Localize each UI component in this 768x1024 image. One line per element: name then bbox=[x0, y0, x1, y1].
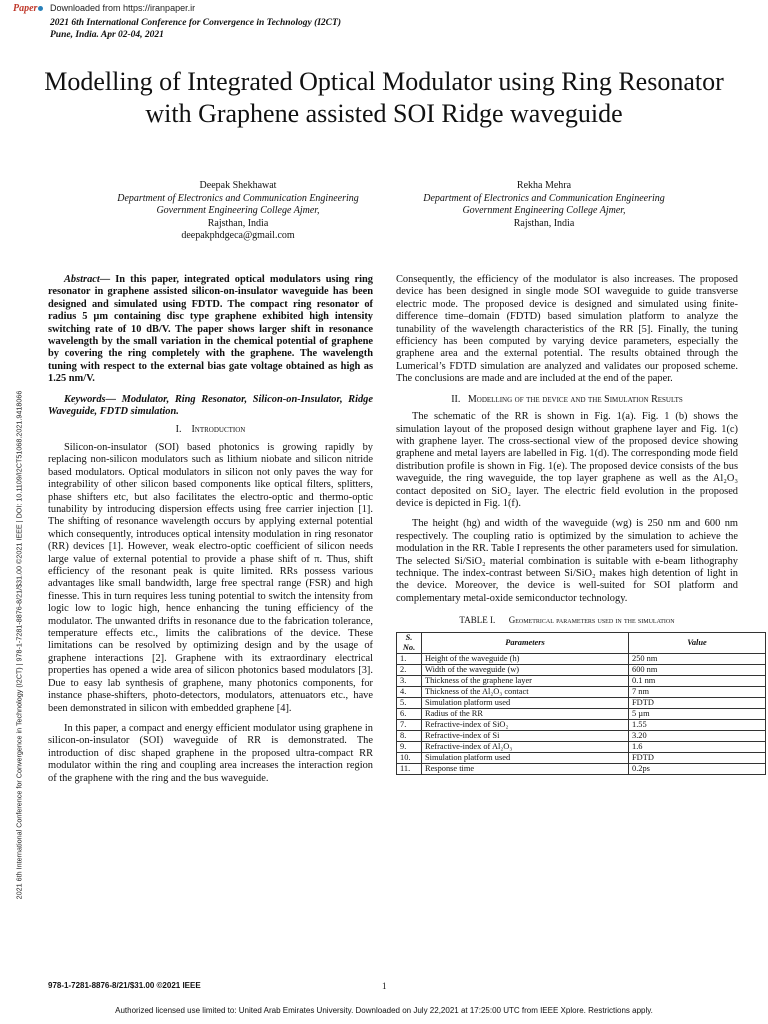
cell-sno: 2. bbox=[397, 665, 422, 676]
conference-header bbox=[50, 17, 341, 41]
section-number: II. bbox=[451, 393, 461, 405]
table-row bbox=[397, 654, 766, 665]
intro-paragraph-1: Silicon-on-insulator (SOI) based photonics is growing rapidly by replacing non-silicon modulators such as lithium niobate and silicon nitride based modulators. Optical modulators in silicon not only paves the way for integrability of other silicon based components like optical filters, splitters, phase shifters etc, but also facilitates the electro-optic and thermo-optic tunability by introducing dispersion effects using free carrier injection [1]. The shifting of resonance wavelength occurs by applying external potential which consequently, introduces optical intensity modulation in ring resonator (RR) devices [1]. However, weak electro-optic coefficient of silicon needs large value of external potential to provide a phase shift of π. Thus, shift efficiency of the resonant peak is quite limited. RRs possess various advantages like small bandwidth, large free spectral range (FSR) and high finesse. This in turn requires less tuning potential to switch the intensity from logic low to logic high, hence enhancing the tuning efficiency of the modulator. The unwanted drifts in resonance due to the fabrication tolerance, temperature effects etc., limits the calibrations of the device. These limitations can be resolved by optimizing design and by the usage of graphene interactions [2]. Graphene with its extraordinary electrical properties has opened a wide area of silicon photonics based modulators [3]. Due to easy lab synthesis of graphene, many photonics components, for instance phase-shifters, photo-detectors, modulators, attenuators etc., have been demonstrated in silicon with embedded graphene [4]. bbox=[48, 441, 373, 714]
cell-parameter: Refractive-index of Si bbox=[422, 731, 629, 742]
intro-paragraph-2: In this paper, a compact and energy efficient modulator using graphene in silicon-on-insulator (SOI) waveguide of RR is demonstrated. The introduction of disc shaped graphene in the proposed ultra-compact RR modulator within the ring and coupling area increases the interaction region of the graphene with the ring and the bus waveguide. bbox=[48, 722, 373, 784]
cell-value: 0.1 nm bbox=[629, 676, 766, 687]
cell-value: 600 nm bbox=[629, 665, 766, 676]
conference-location: Pune, India. Apr 02-04, 2021 bbox=[50, 30, 164, 40]
table-header-row bbox=[397, 633, 766, 654]
table-row bbox=[397, 709, 766, 720]
cell-sno: 8. bbox=[397, 731, 422, 742]
author-name: Rekha Mehra bbox=[516, 180, 572, 191]
cell-value: 5 µm bbox=[629, 709, 766, 720]
author-dept: Department of Electronics and Communication Engineering bbox=[423, 192, 665, 204]
section-1-heading bbox=[48, 424, 373, 437]
keywords-label: Keywords— bbox=[64, 393, 116, 405]
author-location: Rajsthan, India bbox=[513, 217, 575, 229]
keywords-text: Modulator, Ring Resonator, Silicon-on-Insulator, Ridge Waveguide, FDTD simulation. bbox=[48, 393, 373, 418]
table-row bbox=[397, 698, 766, 709]
side-citation bbox=[12, 320, 26, 970]
author-block-2 bbox=[394, 180, 694, 230]
cell-value: FDTD bbox=[629, 753, 766, 764]
cell-sno: 5. bbox=[397, 698, 422, 709]
table-row bbox=[397, 753, 766, 764]
table-row bbox=[397, 676, 766, 687]
conference-name: 2021 6th International Conference for Convergence in Technology (I2CT) bbox=[50, 18, 341, 28]
author-name: Deepak Shekhawat bbox=[199, 180, 277, 191]
cell-parameter: Height of the waveguide (h) bbox=[422, 654, 629, 665]
author-dept: Department of Electronics and Communication Engineering bbox=[117, 192, 359, 204]
section-title: Introduction bbox=[191, 424, 246, 436]
logo-dot-icon bbox=[38, 6, 43, 11]
author-location: Rajsthan, India bbox=[207, 217, 269, 229]
cell-parameter: Response time bbox=[422, 764, 629, 775]
table-row bbox=[397, 731, 766, 742]
cell-value: FDTD bbox=[629, 698, 766, 709]
cell-value: 250 nm bbox=[629, 654, 766, 665]
footer-isbn: 978-1-7281-8876-8/21/$31.00 ©2021 IEEE bbox=[48, 981, 201, 990]
table-title: Geometrical parameters used in the simulation bbox=[508, 615, 675, 626]
section-title: Modelling of the device and the Simulation Results bbox=[467, 393, 683, 405]
table-row bbox=[397, 764, 766, 775]
cell-sno: 6. bbox=[397, 709, 422, 720]
left-column bbox=[48, 274, 373, 785]
cell-parameter: Width of the waveguide (w) bbox=[422, 665, 629, 676]
table-row bbox=[397, 720, 766, 731]
parameters-table bbox=[396, 632, 766, 775]
table-label: TABLE I. bbox=[459, 615, 496, 626]
authorization-notice: Authorized licensed use limited to: United Arab Emirates University. Downloaded on July 22,2021 at 17:25:00 UTC from IEEE Xplore. Restrictions apply. bbox=[115, 1006, 653, 1015]
cell-parameter: Refractive-index of Al₂O₃ bbox=[422, 742, 629, 753]
cell-value: 0.2ps bbox=[629, 764, 766, 775]
iranpaper-logo bbox=[13, 3, 47, 15]
cell-sno: 9. bbox=[397, 742, 422, 753]
abstract-text: In this paper, integrated optical modulators using ring resonator in graphene assisted silicon-on-insulator waveguide has been designed and simulated using FDTD. The compact ring resonator of radius 5 µm containing disc type graphene exhibited high intensity switching rate of 10 dB/V. The paper shows larger shift in resonance wavelength by the small variation in the chemical potential of graphene by covering the ring completely with the graphene. The wavelength tuning with respect to the external bias gate voltage obtained as high as 1.25 nm/V. bbox=[48, 274, 373, 385]
cell-parameter: Thickness of the graphene layer bbox=[422, 676, 629, 687]
table-body bbox=[397, 654, 766, 775]
section-number: I. bbox=[175, 424, 182, 436]
table-caption bbox=[396, 615, 738, 626]
cell-sno: 7. bbox=[397, 720, 422, 731]
cell-parameter: Thickness of the Al₂O₃ contact bbox=[422, 687, 629, 698]
cell-sno: 3. bbox=[397, 676, 422, 687]
section-2-heading bbox=[396, 394, 738, 407]
intro-continued: Consequently, the efficiency of the modulator is also increases. The proposed device has been designed in single mode SOI waveguide to guide transverse electric mode. The proposed device is designed and simulated using finite-difference time–domain (FDTD) based simulation platform to analyze the tunability of the wavelength characteristics of the RR [5]. Finally, the tuning efficiency has been computed by varying device parameters, especially the graphene area and the external potential. The results obtained through the Lumerical’s FDTD simulation are analyzed and validates our proposed scheme. The conclusions are made and are included at the end of the paper. bbox=[396, 274, 738, 385]
cell-sno: 11. bbox=[397, 764, 422, 775]
header-value: Value bbox=[629, 633, 766, 654]
author-college: Government Engineering College Ajmer, bbox=[462, 205, 626, 216]
author-college: Government Engineering College Ajmer, bbox=[156, 205, 320, 216]
page-number: 1 bbox=[382, 981, 387, 991]
table-row bbox=[397, 687, 766, 698]
cell-parameter: Refractive-index of SiO₂ bbox=[422, 720, 629, 731]
cell-value: 3.20 bbox=[629, 731, 766, 742]
download-notice: Downloaded from https://iranpaper.ir bbox=[50, 3, 196, 13]
header-parameters: Parameters bbox=[422, 633, 629, 654]
cell-sno: 10. bbox=[397, 753, 422, 764]
logo-text: Paper bbox=[13, 3, 38, 14]
keywords bbox=[48, 394, 373, 419]
right-column bbox=[396, 274, 738, 775]
table-row bbox=[397, 665, 766, 676]
cell-value: 1.55 bbox=[629, 720, 766, 731]
cell-sno: 4. bbox=[397, 687, 422, 698]
table-row bbox=[397, 742, 766, 753]
header-sno: S. No. bbox=[397, 633, 422, 654]
side-citation-text: 2021 6th International Conference for Convergence in Technology (I2CT) | 978-1-7281-8876-8/21/$31.00 ©2021 IEEE | DOI: 10.1109/I2CT51068.2021.9418066 bbox=[14, 390, 24, 900]
author-email[interactable]: deepakphdgeca@gmail.com bbox=[181, 230, 295, 241]
cell-parameter: Radius of the RR bbox=[422, 709, 629, 720]
cell-value: 1.6 bbox=[629, 742, 766, 753]
cell-parameter: Simulation platform used bbox=[422, 753, 629, 764]
section-2-paragraph-1: The schematic of the RR is shown in Fig. 1(a). Fig. 1 (b) shows the simulation layout of the proposed design without graphene layer and Fig. 1(c) with graphene layer. The cross-sectional view of the proposed device showing graphene and metal layers are labelled in Fig. 1(d). The corresponding mode field distribution profile is shown in Fig. 1(e). The proposed device consists of the bus waveguide, the ring waveguide, the top layer graphene as well as the Al₂O₃ contact deposited on SiO₂ layer. The electric field evolution in the proposed device is depicted in Fig. 1(f). bbox=[396, 411, 738, 509]
abstract bbox=[48, 274, 373, 386]
paper-title: Modelling of Integrated Optical Modulator using Ring Resonator with Graphene assisted SOI Ridge waveguide bbox=[44, 67, 724, 128]
section-2-paragraph-2: The height (hg) and width of the waveguide (wg) is 250 nm and 600 nm respectively. The coupling ratio is optimized by the simulation to achieve the modulation in the RR. Table I represents the other parameters used for simulation. The selected Si/SiO₂ material combination is suitable with e-beam lithography technique. The index-contrast between Si/SiO₂ makes high detention of light in the device. Moreover, the device is well-suited for SOI platform and complementary metal-oxide semiconductor technology. bbox=[396, 518, 738, 604]
abstract-label: Abstract— bbox=[64, 274, 111, 285]
cell-parameter: Simulation platform used bbox=[422, 698, 629, 709]
cell-value: 7 nm bbox=[629, 687, 766, 698]
cell-sno: 1. bbox=[397, 654, 422, 665]
author-block-1 bbox=[88, 180, 388, 243]
